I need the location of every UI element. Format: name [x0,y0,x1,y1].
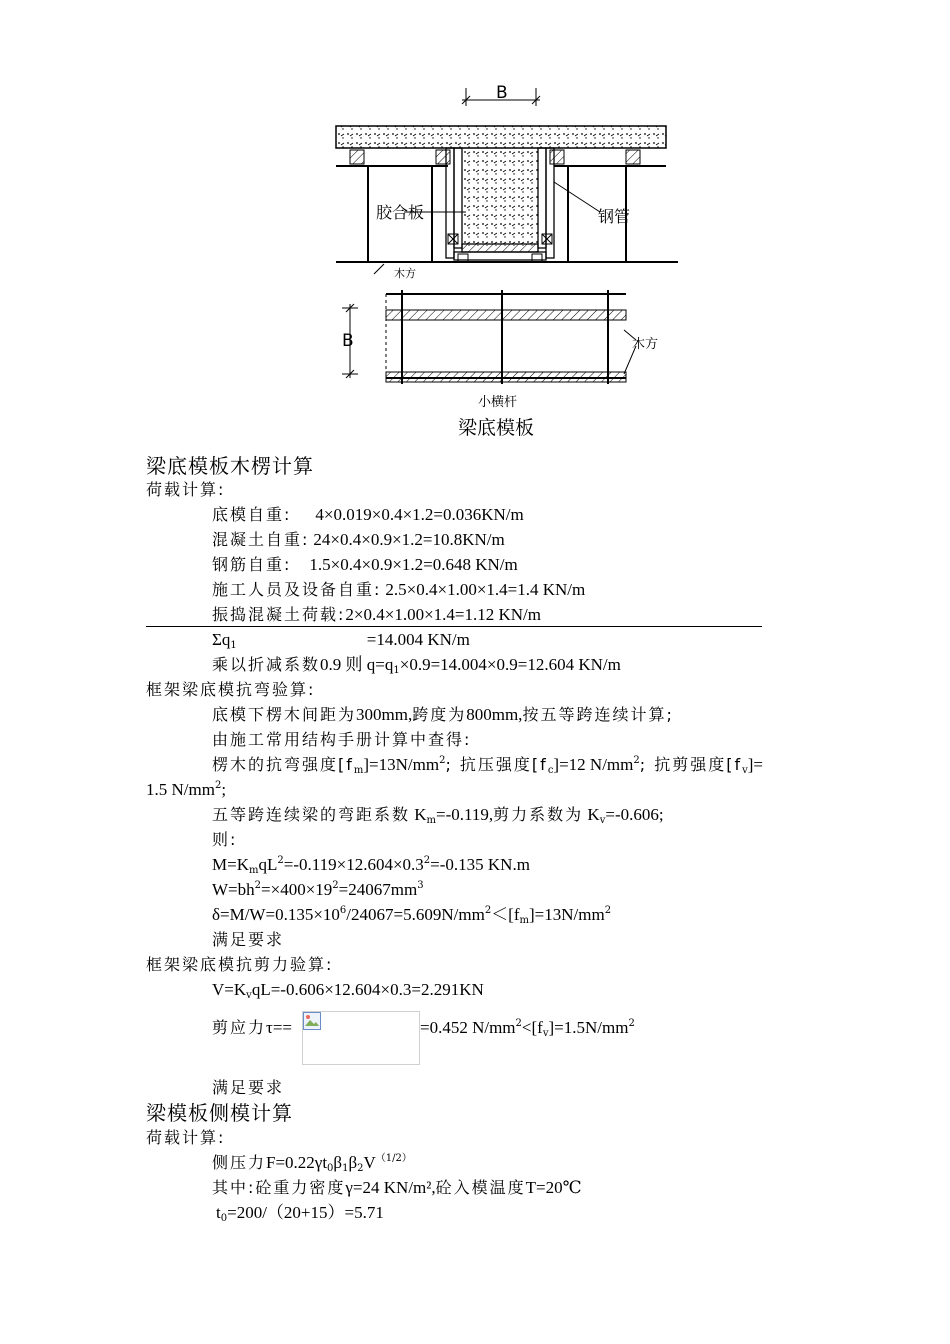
section-modulus-formula: $W=bh^2=\times 400\times 19^2=24067mm^3$ [212,880,424,899]
figure-label-plywood: 胶合板 [376,203,425,222]
broken-image-icon [303,1012,321,1030]
beam-bottom-formwork-figure [328,78,688,444]
load-sum: $\Sigma q_1 =14.004$ KN/m [212,630,470,651]
section1-load-heading: 荷载计算: [146,480,226,499]
moment-formula: $M=K_mqL^2=-0.119\times 12.604\times 0.3^2=-0.135$ KN.m [212,855,530,876]
section3-heading: 框架梁底模抗剪力验算: [146,955,334,974]
shear-formula: $V=K_vqL=-0.606\times 12.604\times 0.3=2.291KN$ [212,980,484,1001]
figure-caption: 梁底模板 [458,417,535,439]
load-row-concrete: 混凝土自重: 24×0.4×0.9×1.2=10.8KN/m [212,530,505,549]
figure-label-steel-pipe: 钢管 [598,207,631,226]
section2-heading: 框架梁底模抗弯验算: [146,680,316,699]
section2-ok: 满足要求 [212,930,285,949]
load-row-workers: 施工人员及设备自重: 2.5×0.4×1.00×1.4=1.4 KN/m [212,580,586,599]
missing-formula-image [302,1011,420,1065]
sum-divider [146,626,762,627]
where-line: 其中:砼重力密度γ=24 KN/m²,砼入模温度T=20℃ [212,1178,582,1197]
beam-concrete [462,148,538,246]
load-row-bottom-form: 底模自重: 4×0.019×0.4×1.2=0.036KN/m [212,505,524,524]
manual-line: 由施工常用结构手册计算中查得: [212,730,472,749]
slab [336,126,666,148]
strength-line-cont: 1.5 $N/mm^2$; [146,780,227,799]
figure-label-b-top: B [496,83,508,103]
shear-stress-line: 剪应力τ== [212,1018,293,1037]
reduction-line: 乘以折减系数0.9 则 $q=q_1\times 0.9=14.004\times 0.9=12.604$ KN/m [212,655,621,676]
t0-formula: $t_0=200/(20+15)=5.71$ [216,1203,384,1224]
load-row-vibration: 振捣混凝土荷载:2×0.4×1.00×1.4=1.12 KN/m [212,605,542,624]
section3-ok: 满足要求 [212,1078,285,1097]
section4-load-heading: 荷载计算: [146,1128,226,1147]
side-pressure-formula: 侧压力$F=0.22\gamma t_0\beta_1\beta_2V^{(1/2)}$ [212,1153,412,1174]
load-row-rebar: 钢筋自重: 1.5×0.4×0.9×1.2=0.648 KN/m [212,555,518,574]
figure-label-timber-left: 木方 [394,267,416,280]
figure-label-b-side: B [342,331,354,351]
stress-formula: $\delta=M/W=0.135\times 10^6/24067=5.609N/mm^2<[f_m]=13N/mm^2$ [212,905,612,926]
figure-label-timber-right: 木方 [632,337,659,352]
figure-label-small-crossbar: 小横杆 [478,395,518,410]
strength-line: 楞木的抗弯强度$[f_m]=13N/mm^2$; 抗压强度$[f_c]=12$ $N/mm^2$; 抗剪强度$[f_v]=$ [212,755,764,776]
section1-title: 梁底模板木楞计算 [146,454,314,478]
spacing-line: 底模下楞木间距为300mm,跨度为800mm,按五等跨连续计算; [212,705,674,724]
then-line: 则: [212,830,238,849]
shear-result: =0.452 $N/mm^2<[f_v]=1.5N/mm^2$ [420,1018,635,1039]
section4-title: 梁模板侧模计算 [146,1101,293,1125]
coefficient-line: 五等跨连续梁的弯距系数 $K_m=-0.119$,剪力系数为 $K_v=-0.606$; [212,805,664,826]
